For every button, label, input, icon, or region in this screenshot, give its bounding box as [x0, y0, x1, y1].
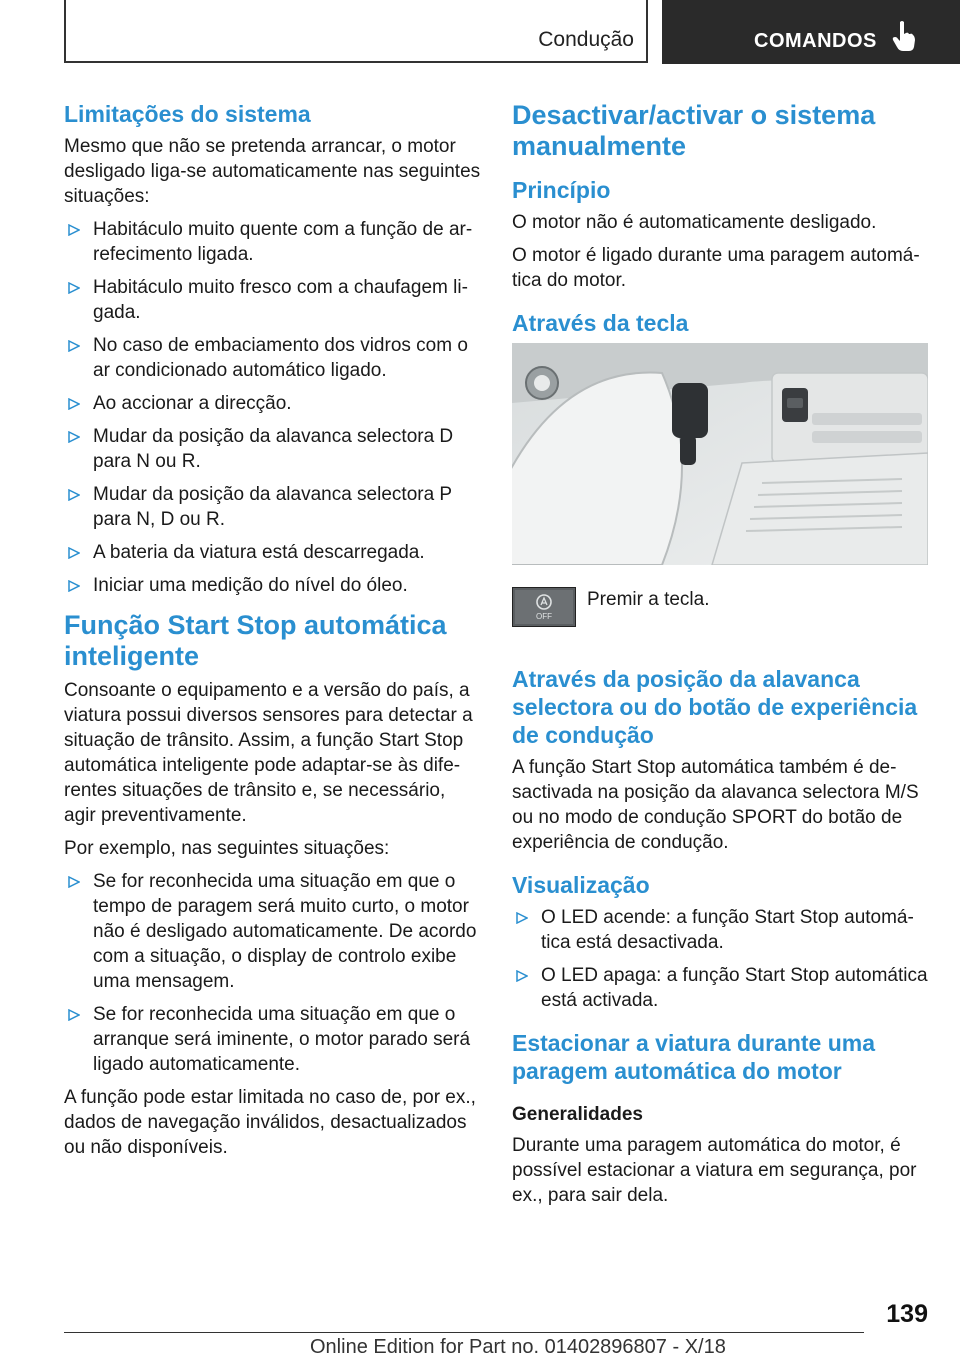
list-item: No caso de embaciamento dos vidros com o ar condicionado automático ligado. — [64, 333, 482, 383]
pointing-hand-icon — [892, 20, 916, 52]
list-item: Habitáculo muito fresco com a chaufagem ligada. — [64, 275, 482, 325]
triangle-right-icon — [68, 1009, 80, 1021]
deactivate-heading: Desactivar/activar o sistema manualmente — [512, 100, 876, 161]
lever-heading: Através da posição da alavanca selectora ou do botão de experiência de condução — [512, 666, 918, 748]
triangle-right-icon — [68, 224, 80, 236]
parking-heading: Estacionar a viatura durante uma paragem automática do motor — [512, 1030, 876, 1084]
start-stop-limitation-note: A função pode estar limitada no caso de, por ex., dados de navegação inválidos, desactualizados ou não disponíveis. — [64, 1087, 476, 1158]
limitations-intro: Mesmo que não se pretenda arrancar, o motor desligado liga-se automaticamente nas seguintes situações: — [64, 136, 481, 207]
triangle-right-icon — [516, 970, 528, 982]
principle-paragraph-2: O motor é ligado durante uma paragem automática do motor. — [512, 245, 920, 291]
list-item: Se for reconhecida uma situação em que o arranque será iminente, o motor parado será ligado automaticamente. — [64, 1002, 482, 1077]
right-column — [512, 100, 930, 1216]
start-stop-list — [64, 869, 482, 1077]
display-heading: Visualização — [512, 872, 650, 898]
triangle-right-icon — [68, 282, 80, 294]
triangle-right-icon — [68, 431, 80, 443]
start-stop-heading: Função Start Stop automática inteligente — [64, 610, 447, 671]
list-item: Mudar da posição da alavanca selectora D para N ou R. — [64, 424, 482, 474]
triangle-right-icon — [68, 489, 80, 501]
list-item: Iniciar uma medição do nível do óleo. — [64, 573, 482, 598]
key-heading: Através da tecla — [512, 310, 689, 336]
start-stop-paragraph: Consoante o equipamento e a versão do país, a viatura possui diversos sensores para detectar a situação de trânsito. Assim, a função Start Stop automática inteligente pode adaptar-se às diferentes situações de trânsito e, se necessário, agir preventivamente. — [64, 680, 473, 826]
header-chapter-tab — [662, 0, 960, 64]
limitations-list — [64, 217, 482, 598]
principle-paragraph-1: O motor não é automaticamente desligado. — [512, 212, 877, 233]
auto-start-stop-off-icon — [512, 587, 576, 627]
triangle-right-icon — [68, 876, 80, 888]
key-icon-label: OFF — [536, 612, 552, 621]
general-heading: Generalidades — [512, 1104, 643, 1125]
list-item: Mudar da posição da alavanca selectora P para N, D ou R. — [64, 482, 482, 532]
display-list — [512, 905, 930, 1013]
header-section-title: Condução — [538, 28, 634, 51]
triangle-right-icon — [516, 912, 528, 924]
start-stop-examples-intro: Por exemplo, nas seguintes situações: — [64, 838, 390, 859]
list-item: O LED apaga: a função Start Stop automática está activada. — [512, 963, 930, 1013]
principle-heading: Princípio — [512, 177, 611, 203]
list-item: Habitáculo muito quente com a função de arrefecimento ligada. — [64, 217, 482, 267]
page-number: 139 — [886, 1300, 928, 1328]
triangle-right-icon — [68, 398, 80, 410]
header-section-box — [64, 0, 648, 63]
left-column — [64, 100, 482, 1168]
triangle-right-icon — [68, 580, 80, 592]
list-item: Ao accionar a direcção. — [64, 391, 482, 416]
header-chapter-title: COMANDOS — [754, 30, 877, 52]
triangle-right-icon — [68, 340, 80, 352]
lever-paragraph: A função Start Stop automática também é desactivada na posição da alavanca selectora M/S ou no modo de condução SPORT do botão de experiência de condução. — [512, 757, 919, 853]
list-item: Se for reconhecida uma situação em que o tempo de paragem será muito curto, o motor não é desligado automaticamente. De acordo com a situação, o display de controlo exibe uma mensagem. — [64, 869, 482, 994]
edition-footer: Online Edition for Part no. 01402896807 - X/18 — [310, 1336, 726, 1358]
list-item: A bateria da viatura está descarregada. — [64, 540, 482, 565]
key-instruction-text: Premir a tecla. — [587, 589, 710, 610]
page-header — [0, 0, 960, 66]
general-paragraph: Durante uma paragem automática do motor, é possível estacionar a viatura em segurança, por ex., para sair dela. — [512, 1135, 917, 1206]
list-item: O LED acende: a função Start Stop automática está desactivada. — [512, 905, 930, 955]
footer-rule — [64, 1332, 864, 1333]
triangle-right-icon — [68, 547, 80, 559]
key-instruction-row — [512, 587, 930, 645]
dashboard-photo — [512, 343, 928, 565]
limitations-heading: Limitações do sistema — [64, 101, 311, 127]
